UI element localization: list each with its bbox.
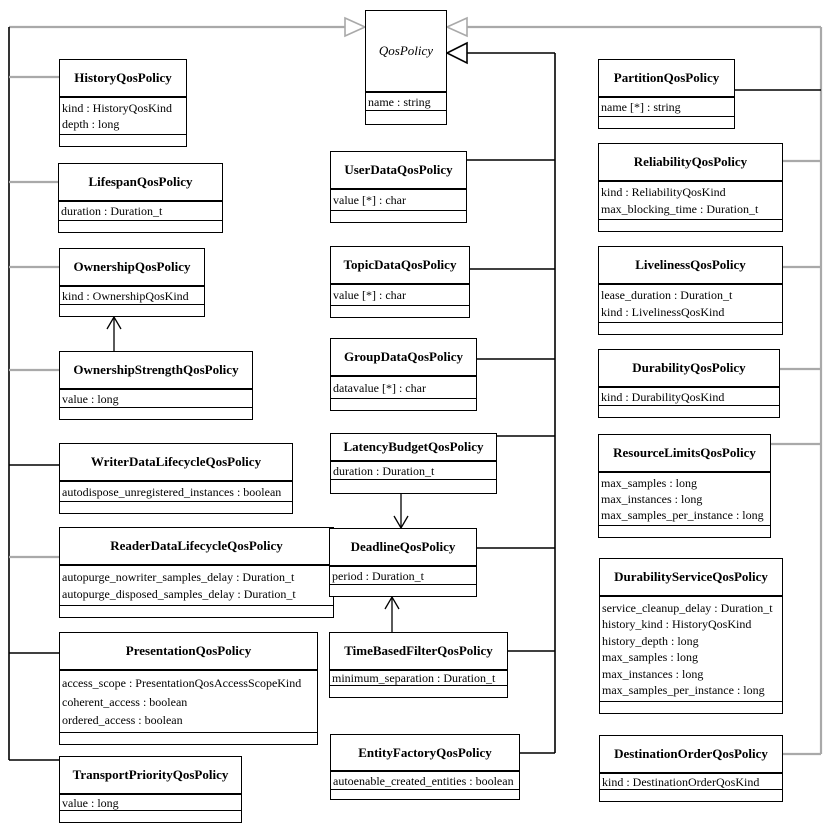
attribute: autopurge_nowriter_samples_delay : Duration_t [62,570,295,584]
attribute: minimum_separation : Duration_t [332,671,496,685]
class-title: DestinationOrderQosPolicy [600,736,782,774]
attribute: max_samples_per_instance : long [601,508,764,522]
class-title: DeadlineQosPolicy [330,529,476,567]
class-title: LifespanQosPolicy [59,164,222,202]
generalization-triangle-left-icon [345,18,365,36]
attribute: depth : long [62,117,120,131]
operations-compartment [600,702,782,713]
operations-compartment [330,686,507,697]
class-title: LatencyBudgetQosPolicy [331,434,496,462]
attribute: name [*] : string [601,100,681,114]
class-title: TimeBasedFilterQosPolicy [330,633,507,671]
attribute: kind : DurabilityQosKind [601,389,725,404]
attribute: max_samples : long [601,476,697,490]
class-title: LivelinessQosPolicy [599,247,782,285]
attributes-compartment [600,597,782,702]
attribute: max_instances : long [602,666,704,681]
class-liveliness-qos-policy [598,246,783,335]
attribute: value [*] : char [333,288,406,302]
attribute: duration : Duration_t [333,463,435,478]
operations-compartment [331,480,496,493]
attributes-compartment [331,285,469,306]
attribute: coherent_access : boolean [62,694,188,709]
class-user-data-qos-policy [330,151,467,223]
operations-compartment [331,306,469,317]
operations-compartment [60,305,204,316]
attribute: value : long [62,795,119,810]
attributes-compartment [60,482,292,502]
class-durability-service-qos-policy [599,558,783,714]
class-deadline-qos-policy [329,528,477,597]
class-topic-data-qos-policy [330,246,470,318]
operations-compartment [331,790,519,799]
attributes-compartment [331,462,496,480]
operations-compartment [330,585,476,596]
attribute: max_blocking_time : Duration_t [601,201,759,216]
attribute: max_samples_per_instance : long [602,683,765,698]
generalization-triangle-right-gray-icon [447,18,467,36]
attributes-compartment [599,285,782,323]
attribute: kind : DestinationOrderQosKind [602,774,760,789]
attribute: autodispose_unregistered_instances : boolean [62,484,282,499]
attribute: lease_duration : Duration_t [601,288,733,303]
class-reliability-qos-policy [598,143,783,232]
class-entity-factory-qos-policy [330,734,520,800]
attributes-compartment [331,190,466,211]
class-reader-data-lifecycle-qos-policy [59,527,334,618]
operations-compartment [60,502,292,513]
operations-compartment [331,211,466,222]
attribute: autopurge_disposed_samples_delay : Duration_t [62,587,296,601]
attributes-compartment [599,98,734,117]
attributes-compartment [599,182,782,220]
attribute: autoenable_created_entities : boolean [333,773,514,788]
attribute: access_scope : PresentationQosAccessScopeKind [62,676,302,691]
attribute: kind : HistoryQosKind [62,101,173,115]
class-title: ReliabilityQosPolicy [599,144,782,182]
attribute: max_instances : long [601,492,703,506]
class-lifespan-qos-policy [58,163,223,233]
attributes-compartment [366,93,446,111]
class-partition-qos-policy [598,59,735,129]
operations-compartment [366,111,446,124]
class-title: UserDataQosPolicy [331,152,466,190]
attribute: datavalue [*] : char [333,380,426,395]
operations-compartment [59,221,222,232]
attributes-compartment [60,671,317,733]
class-title: DurabilityQosPolicy [599,350,779,388]
class-title: WriterDataLifecycleQosPolicy [60,444,292,482]
operations-compartment [599,220,782,231]
class-history-qos-policy [59,59,187,147]
class-title: TransportPriorityQosPolicy [60,757,241,795]
class-durability-qos-policy [598,349,780,418]
operations-compartment [60,606,333,617]
attribute: history_kind : HistoryQosKind [602,617,752,632]
attribute: service_cleanup_delay : Duration_t [602,600,773,615]
class-title: PartitionQosPolicy [599,60,734,98]
operations-compartment [331,399,476,410]
operations-compartment [60,811,241,822]
class-writer-data-lifecycle-qos-policy [59,443,293,514]
attribute: duration : Duration_t [61,204,163,218]
class-title: GroupDataQosPolicy [331,339,476,377]
class-title: TopicDataQosPolicy [331,247,469,285]
class-title: OwnershipQosPolicy [60,249,204,287]
attributes-compartment [331,772,519,790]
attribute: period : Duration_t [332,568,424,583]
attributes-compartment [60,287,204,305]
operations-compartment [599,117,734,128]
class-title: ResourceLimitsQosPolicy [599,435,770,473]
operations-compartment [599,526,770,537]
attribute: kind : OwnershipQosKind [62,288,189,303]
class-qos-policy [365,10,447,125]
operations-compartment [60,733,317,744]
class-title: ReaderDataLifecycleQosPolicy [60,528,333,566]
attributes-compartment [60,566,333,606]
class-title: QosPolicy [366,11,446,93]
class-title: HistoryQosPolicy [60,60,186,98]
class-title: OwnershipStrengthQosPolicy [60,352,252,390]
attribute: kind : LivelinessQosKind [601,304,725,319]
attributes-compartment [331,377,476,399]
attribute: kind : ReliabilityQosKind [601,185,726,200]
attributes-compartment [60,390,252,408]
class-latency-budget-qos-policy [330,433,497,494]
class-destination-order-qos-policy [599,735,783,802]
generalization-triangle-right-black-icon [447,43,467,63]
class-ownership-qos-policy [59,248,205,317]
operations-compartment [599,323,782,334]
class-group-data-qos-policy [330,338,477,411]
class-title: EntityFactoryQosPolicy [331,735,519,772]
attribute: history_depth : long [602,633,699,648]
attribute: value : long [62,391,119,406]
attribute: value [*] : char [333,193,406,207]
attributes-compartment [60,98,186,135]
attribute: name : string [368,94,431,109]
class-presentation-qos-policy [59,632,318,745]
attribute: max_samples : long [602,650,698,665]
attributes-compartment [59,202,222,221]
attributes-compartment [600,774,782,790]
attributes-compartment [599,388,779,406]
operations-compartment [60,135,186,146]
operations-compartment [599,406,779,417]
attributes-compartment [330,567,476,585]
attribute: ordered_access : boolean [62,712,183,727]
operations-compartment [60,408,252,419]
class-title: DurabilityServiceQosPolicy [600,559,782,597]
class-ownership-strength-qos-policy [59,351,253,420]
class-transport-priority-qos-policy [59,756,242,823]
attributes-compartment [330,671,507,686]
class-title: PresentationQosPolicy [60,633,317,671]
attributes-compartment [599,473,770,526]
class-resource-limits-qos-policy [598,434,771,538]
attributes-compartment [60,795,241,811]
operations-compartment [600,790,782,801]
class-time-based-filter-qos-policy [329,632,508,698]
